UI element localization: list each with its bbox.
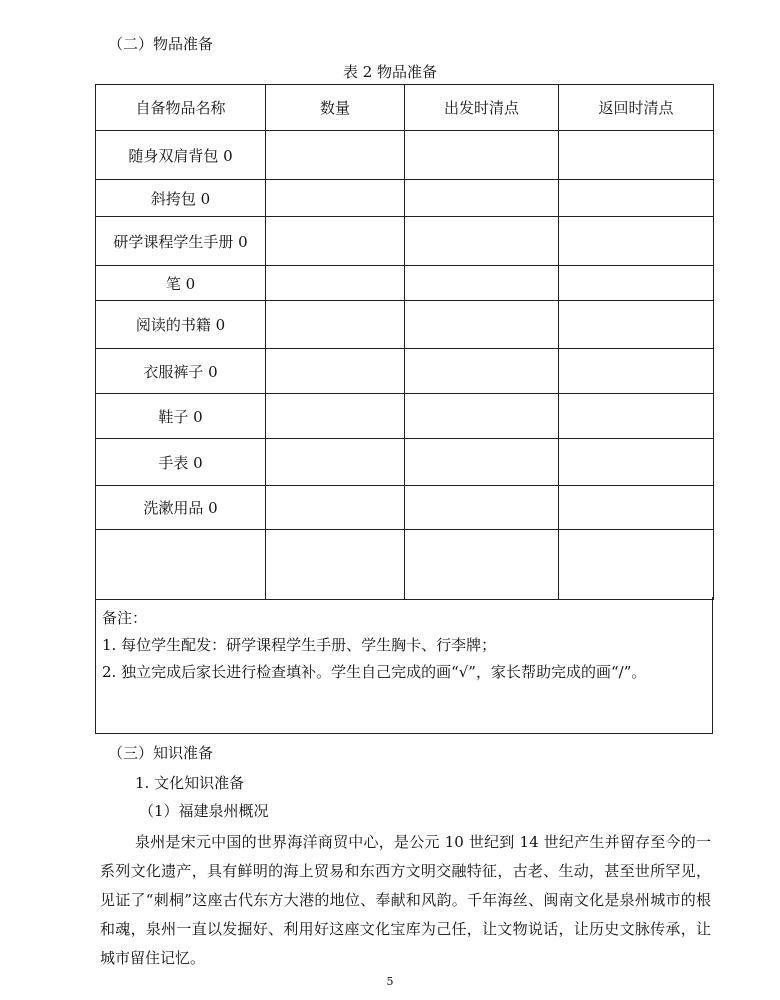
remarks-label: 备注： <box>102 609 148 627</box>
return-check-cell[interactable] <box>559 266 714 301</box>
table-row <box>96 394 714 439</box>
item-name-cell: 随身双肩背包 0 <box>96 131 266 180</box>
depart-check-cell[interactable] <box>405 530 559 600</box>
return-check-cell[interactable] <box>559 394 714 439</box>
header-quantity: 数量 <box>266 85 405 131</box>
quantity-cell[interactable] <box>266 530 405 600</box>
table-row <box>96 131 714 180</box>
item-name-cell[interactable] <box>96 530 266 600</box>
quantity-cell[interactable] <box>266 266 405 301</box>
depart-check-cell[interactable] <box>405 180 559 217</box>
return-check-cell[interactable] <box>559 217 714 266</box>
return-check-cell[interactable] <box>559 486 714 530</box>
section-heading-items: （二）物品准备 <box>108 35 214 53</box>
quantity-cell[interactable] <box>266 394 405 439</box>
table-row <box>96 217 714 266</box>
quantity-cell[interactable] <box>266 301 405 349</box>
remarks-line-1: 1. 每位学生配发：研学课程学生手册、学生胸卡、行李牌； <box>102 636 497 654</box>
return-check-cell[interactable] <box>559 530 714 600</box>
header-item-name: 自备物品名称 <box>96 85 266 131</box>
item-name-cell: 手表 0 <box>96 439 266 486</box>
remarks-line-2: 2. 独立完成后家长进行检查填补。学生自己完成的画“√”，家长帮助完成的画“/”。 <box>102 663 647 681</box>
depart-check-cell[interactable] <box>405 301 559 349</box>
items-table <box>95 84 714 600</box>
return-check-cell[interactable] <box>559 131 714 180</box>
table-row <box>96 301 714 349</box>
quantity-cell[interactable] <box>266 349 405 394</box>
table-header-row <box>96 85 714 131</box>
remarks-box <box>95 597 713 734</box>
quantity-cell[interactable] <box>266 439 405 486</box>
item-name-cell: 斜挎包 0 <box>96 180 266 217</box>
quantity-cell[interactable] <box>266 486 405 530</box>
page-number: 5 <box>386 975 394 988</box>
depart-check-cell[interactable] <box>405 131 559 180</box>
table-row <box>96 349 714 394</box>
item-name-cell: 鞋子 0 <box>96 394 266 439</box>
subheading-culture: 1. 文化知识准备 <box>135 774 245 792</box>
depart-check-cell[interactable] <box>405 394 559 439</box>
depart-check-cell[interactable] <box>405 217 559 266</box>
table-caption: 表 2 物品准备 <box>342 63 438 81</box>
quantity-cell[interactable] <box>266 180 405 217</box>
depart-check-cell[interactable] <box>405 266 559 301</box>
depart-check-cell[interactable] <box>405 439 559 486</box>
item-name-cell: 笔 0 <box>96 266 266 301</box>
table-row <box>96 180 714 217</box>
table-row <box>96 486 714 530</box>
depart-check-cell[interactable] <box>405 349 559 394</box>
quantity-cell[interactable] <box>266 131 405 180</box>
return-check-cell[interactable] <box>559 349 714 394</box>
item-name-cell: 衣服裤子 0 <box>96 349 266 394</box>
header-depart-check: 出发时清点 <box>405 85 559 131</box>
table-row <box>96 439 714 486</box>
header-return-check: 返回时清点 <box>559 85 714 131</box>
table-row <box>96 530 714 600</box>
subheading-quanzhou: （1）福建泉州概况 <box>139 802 269 820</box>
return-check-cell[interactable] <box>559 301 714 349</box>
item-name-cell: 研学课程学生手册 0 <box>96 217 266 266</box>
quantity-cell[interactable] <box>266 217 405 266</box>
quanzhou-paragraph: 泉州是宋元中国的世界海洋商贸中心，是公元 10 世纪到 14 世纪产生并留存至今的一系列文化遗产，具有鲜明的海上贸易和东西方文明交融特征，古老、生动，甚至世所罕见，见证了“刺桐”这座古代东方大港的地位、奉献和风韵。千年海丝、闽南文化是泉州城市的根和魂，泉州一直以发掘好、利用好这座文化宝库为己任，让文物说话，让历史文脉传承，让城市留住记忆。 <box>100 833 711 967</box>
depart-check-cell[interactable] <box>405 486 559 530</box>
section-heading-knowledge: （三）知识准备 <box>108 744 214 762</box>
item-name-cell: 洗漱用品 0 <box>96 486 266 530</box>
table-row <box>96 266 714 301</box>
return-check-cell[interactable] <box>559 439 714 486</box>
return-check-cell[interactable] <box>559 180 714 217</box>
item-name-cell: 阅读的书籍 0 <box>96 301 266 349</box>
